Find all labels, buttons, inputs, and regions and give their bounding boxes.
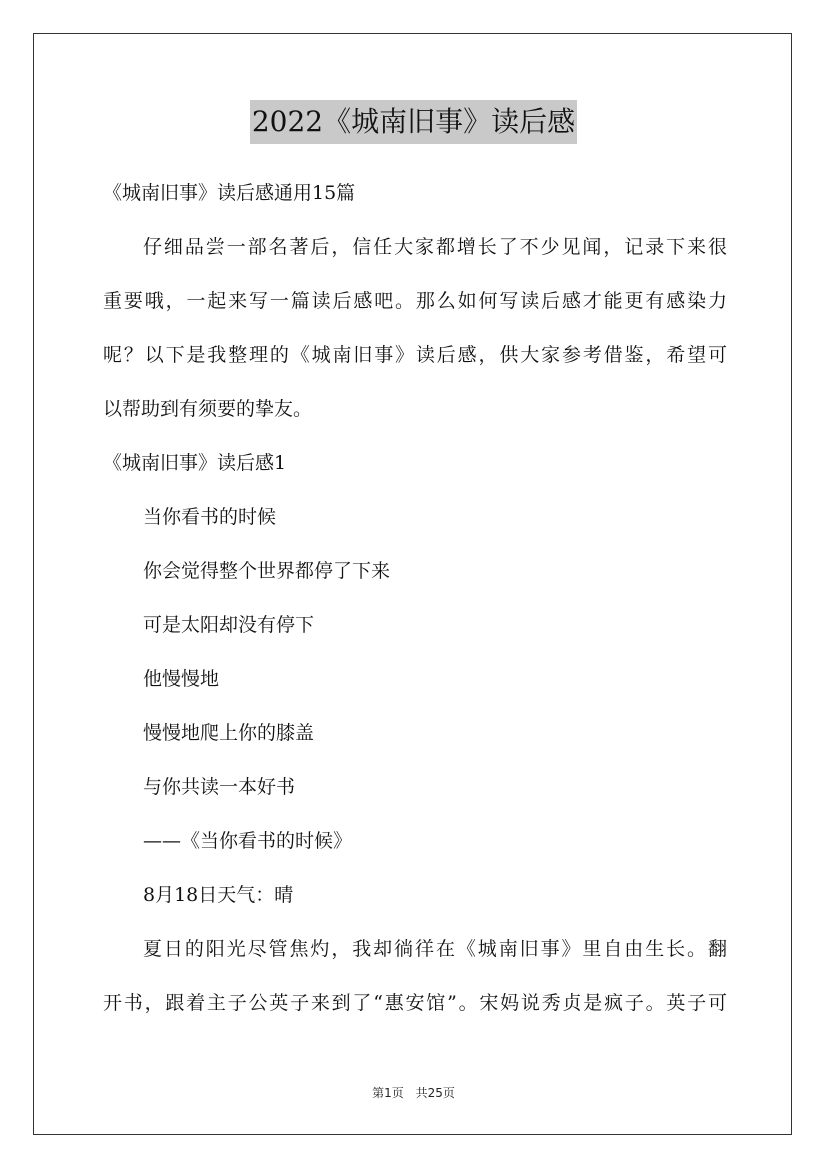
- page-number: 第1页: [372, 1086, 404, 1100]
- date-line: 8月18日天气：晴: [143, 884, 294, 906]
- poem-line-3: 可是太阳却没有停下: [143, 614, 315, 636]
- intro-line-2: 重要哦，一起来写一篇读后感吧。那么如何写读后感才能更有感染力: [103, 290, 727, 312]
- poem-line-2: 你会觉得整个世界都停了下来: [143, 560, 391, 582]
- intro-line-1: 仔细品尝一部名著后，信任大家都增长了不少见闻，记录下来很: [143, 236, 727, 258]
- poem-line-6: 与你共读一本好书: [143, 776, 296, 798]
- body-line-1: 夏日的阳光尽管焦灼，我却徜徉在《城南旧事》里自由生长。翻: [143, 938, 727, 960]
- intro-line-3: 呢？以下是我整理的《城南旧事》读后感，供大家参考借鉴，希望可: [103, 344, 727, 366]
- page-footer: [0, 1084, 827, 1101]
- poem-source: ——《当你看书的时候》: [143, 830, 353, 852]
- document-subtitle: 《城南旧事》读后感通用15篇: [103, 182, 356, 204]
- section-heading: 《城南旧事》读后感1: [103, 452, 287, 474]
- poem-line-1: 当你看书的时候: [143, 506, 277, 528]
- intro-line-4: 以帮助到有须要的挚友。: [103, 398, 313, 420]
- page-total: 共25页: [415, 1086, 455, 1100]
- title-container: [0, 100, 827, 144]
- poem-line-4: 他慢慢地: [143, 668, 220, 690]
- document-title: 2022《城南旧事》读后感: [250, 100, 577, 144]
- poem-line-5: 慢慢地爬上你的膝盖: [143, 722, 315, 744]
- body-line-2: 开书，跟着主子公英子来到了“惠安馆”。宋妈说秀贞是疯子。英子可: [103, 992, 727, 1014]
